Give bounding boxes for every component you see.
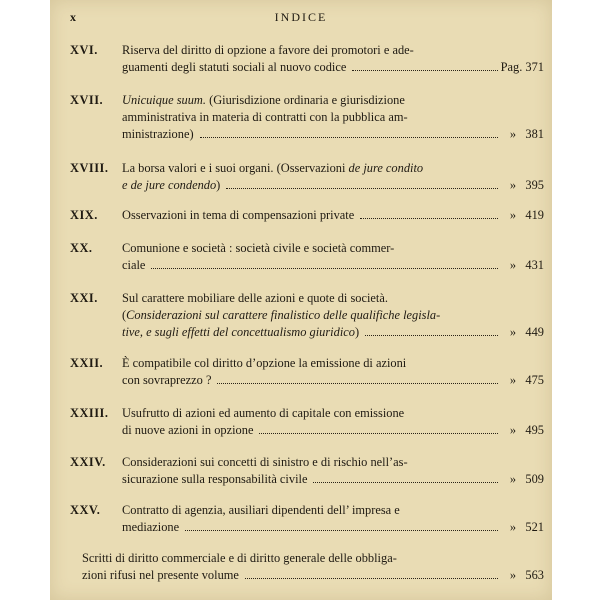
page-prefix: »: [509, 472, 517, 486]
page-prefix: »: [509, 520, 517, 534]
entry-closing: ): [216, 178, 221, 192]
entry-title-line: ministrazione): [122, 127, 194, 141]
page-value: 475: [525, 373, 544, 387]
page-value: 521: [525, 520, 544, 534]
page-value: 395: [525, 178, 544, 192]
entry-title-line: (Giurisdizione ordinaria e giurisdizione: [209, 93, 405, 107]
page-prefix: »: [509, 373, 517, 387]
toc-entry: [70, 207, 544, 224]
toc-entry: [70, 502, 544, 536]
page-prefix: »: [509, 325, 517, 339]
page-prefix: »: [509, 178, 517, 192]
entry-number: XXIV.: [70, 455, 106, 469]
page-reference: [506, 422, 544, 439]
page-reference: [506, 471, 544, 488]
entry-number: XXII.: [70, 356, 104, 370]
page-prefix: »: [509, 208, 517, 222]
entry-title-line: sicurazione sulla responsabilità civile: [122, 472, 308, 486]
entry-number: XXI.: [70, 291, 98, 305]
entry-number: XX.: [70, 241, 93, 255]
entry-italic-title: Unicuique suum.: [122, 93, 206, 107]
page-prefix: »: [509, 568, 517, 582]
dot-leader: [313, 472, 498, 483]
page-value: 419: [525, 208, 544, 222]
page-value: 509: [525, 472, 544, 486]
dot-leader: [151, 258, 498, 269]
page-header: [70, 10, 532, 28]
entry-number: XVII.: [70, 93, 104, 107]
entry-title-line: guamenti degli statuti sociali al nuovo codice: [122, 60, 347, 74]
page-reference: [506, 177, 544, 194]
page-value: 431: [525, 258, 544, 272]
toc-entry: [70, 92, 544, 143]
page-reference: [506, 372, 544, 389]
page-reference: [506, 519, 544, 536]
page-value: 449: [525, 325, 544, 339]
toc-entry: [70, 355, 544, 389]
toc-entry: [70, 240, 544, 274]
page-reference: [506, 567, 544, 584]
book-page: [50, 0, 552, 600]
page-prefix: »: [509, 423, 517, 437]
dot-leader: [352, 60, 498, 71]
dot-leader: [360, 208, 498, 219]
entry-title-line: con sovraprezzo ?: [122, 373, 212, 387]
page-value: 371: [525, 60, 544, 74]
toc-entry: [70, 42, 544, 76]
entry-number: XXIII.: [70, 406, 109, 420]
entry-title-line: La borsa valori e i suoi organi. (Osservazioni: [122, 161, 346, 175]
entry-title-line: Sul carattere mobiliare delle azioni e quote di società.: [122, 291, 388, 305]
entry-italic-phrase: e de jure condendo: [122, 178, 217, 192]
entry-number: XIX.: [70, 208, 98, 222]
dot-leader: [365, 325, 498, 336]
page-value: 563: [525, 568, 544, 582]
entry-title-line: Usufrutto di azioni ed aumento di capitale con emissione: [122, 406, 405, 420]
entry-title-line: Comunione e società : società civile e società commer-: [122, 241, 395, 255]
dot-leader: [226, 178, 498, 189]
entry-title-line: Considerazioni sui concetti di sinistro e di rischio nell’as-: [122, 455, 408, 469]
page-title: INDICE: [274, 10, 328, 24]
page-reference: [506, 126, 544, 143]
toc-entry: XXI. Sul carattere mobiliare delle azioni e quote di società. (Considerazioni sul carattere finalistico delle qualifiche legisla- tive, e sugli effetti del concettualismo giuridico) » 449: [70, 291, 544, 339]
dot-leader: [200, 127, 498, 138]
page-reference: [488, 59, 544, 76]
dot-leader: [185, 520, 498, 531]
entry-italic-phrase: de jure condito: [348, 161, 424, 175]
page-prefix: »: [509, 258, 517, 272]
entry-title-line: ciale: [122, 258, 146, 272]
entry-title-line: di nuove azioni in opzione: [122, 423, 254, 437]
page-prefix: Pag.: [500, 60, 523, 74]
entry-title-line: Scritti di diritto commerciale e di diritto generale delle obbliga-: [82, 551, 397, 565]
dot-leader: [217, 373, 498, 384]
page-reference: [506, 207, 544, 224]
entry-title-line: Osservazioni in tema di compensazioni private: [122, 208, 355, 222]
toc-entry: [70, 160, 544, 194]
entry-title-line: Riserva del diritto di opzione a favore dei promotori e ade-: [122, 43, 414, 57]
entry-title-line: amministrativa in materia di contratti con la pubblica am-: [122, 110, 408, 124]
entry-number: XVIII.: [70, 161, 109, 175]
entry-title-line: zioni rifusi nel presente volume: [82, 568, 239, 582]
entry-number: XVI.: [70, 43, 98, 57]
entry-italic-line: tive, e sugli effetti del concettualismo giuridico: [122, 325, 355, 339]
toc-entry: [70, 454, 544, 488]
entry-title-line: È compatibile col diritto d’opzione la emissione di azioni: [122, 356, 407, 370]
page-number: x: [70, 10, 77, 24]
dot-leader: [245, 568, 498, 579]
toc-entry: [70, 550, 544, 584]
entry-title-line: Contratto di agenzia, ausiliari dipendenti dell’ impresa e: [122, 503, 400, 517]
page-value: 381: [525, 127, 544, 141]
page-reference: [506, 257, 544, 274]
toc-entry: [70, 405, 544, 439]
entry-number: XXV.: [70, 503, 101, 517]
page-value: 495: [525, 423, 544, 437]
page-reference: [506, 324, 544, 341]
entry-italic-line: Considerazioni sul carattere finalistico delle qualifiche legisla-: [126, 308, 441, 322]
entry-title-line: mediazione: [122, 520, 180, 534]
page-prefix: »: [509, 127, 517, 141]
dot-leader: [259, 423, 498, 434]
